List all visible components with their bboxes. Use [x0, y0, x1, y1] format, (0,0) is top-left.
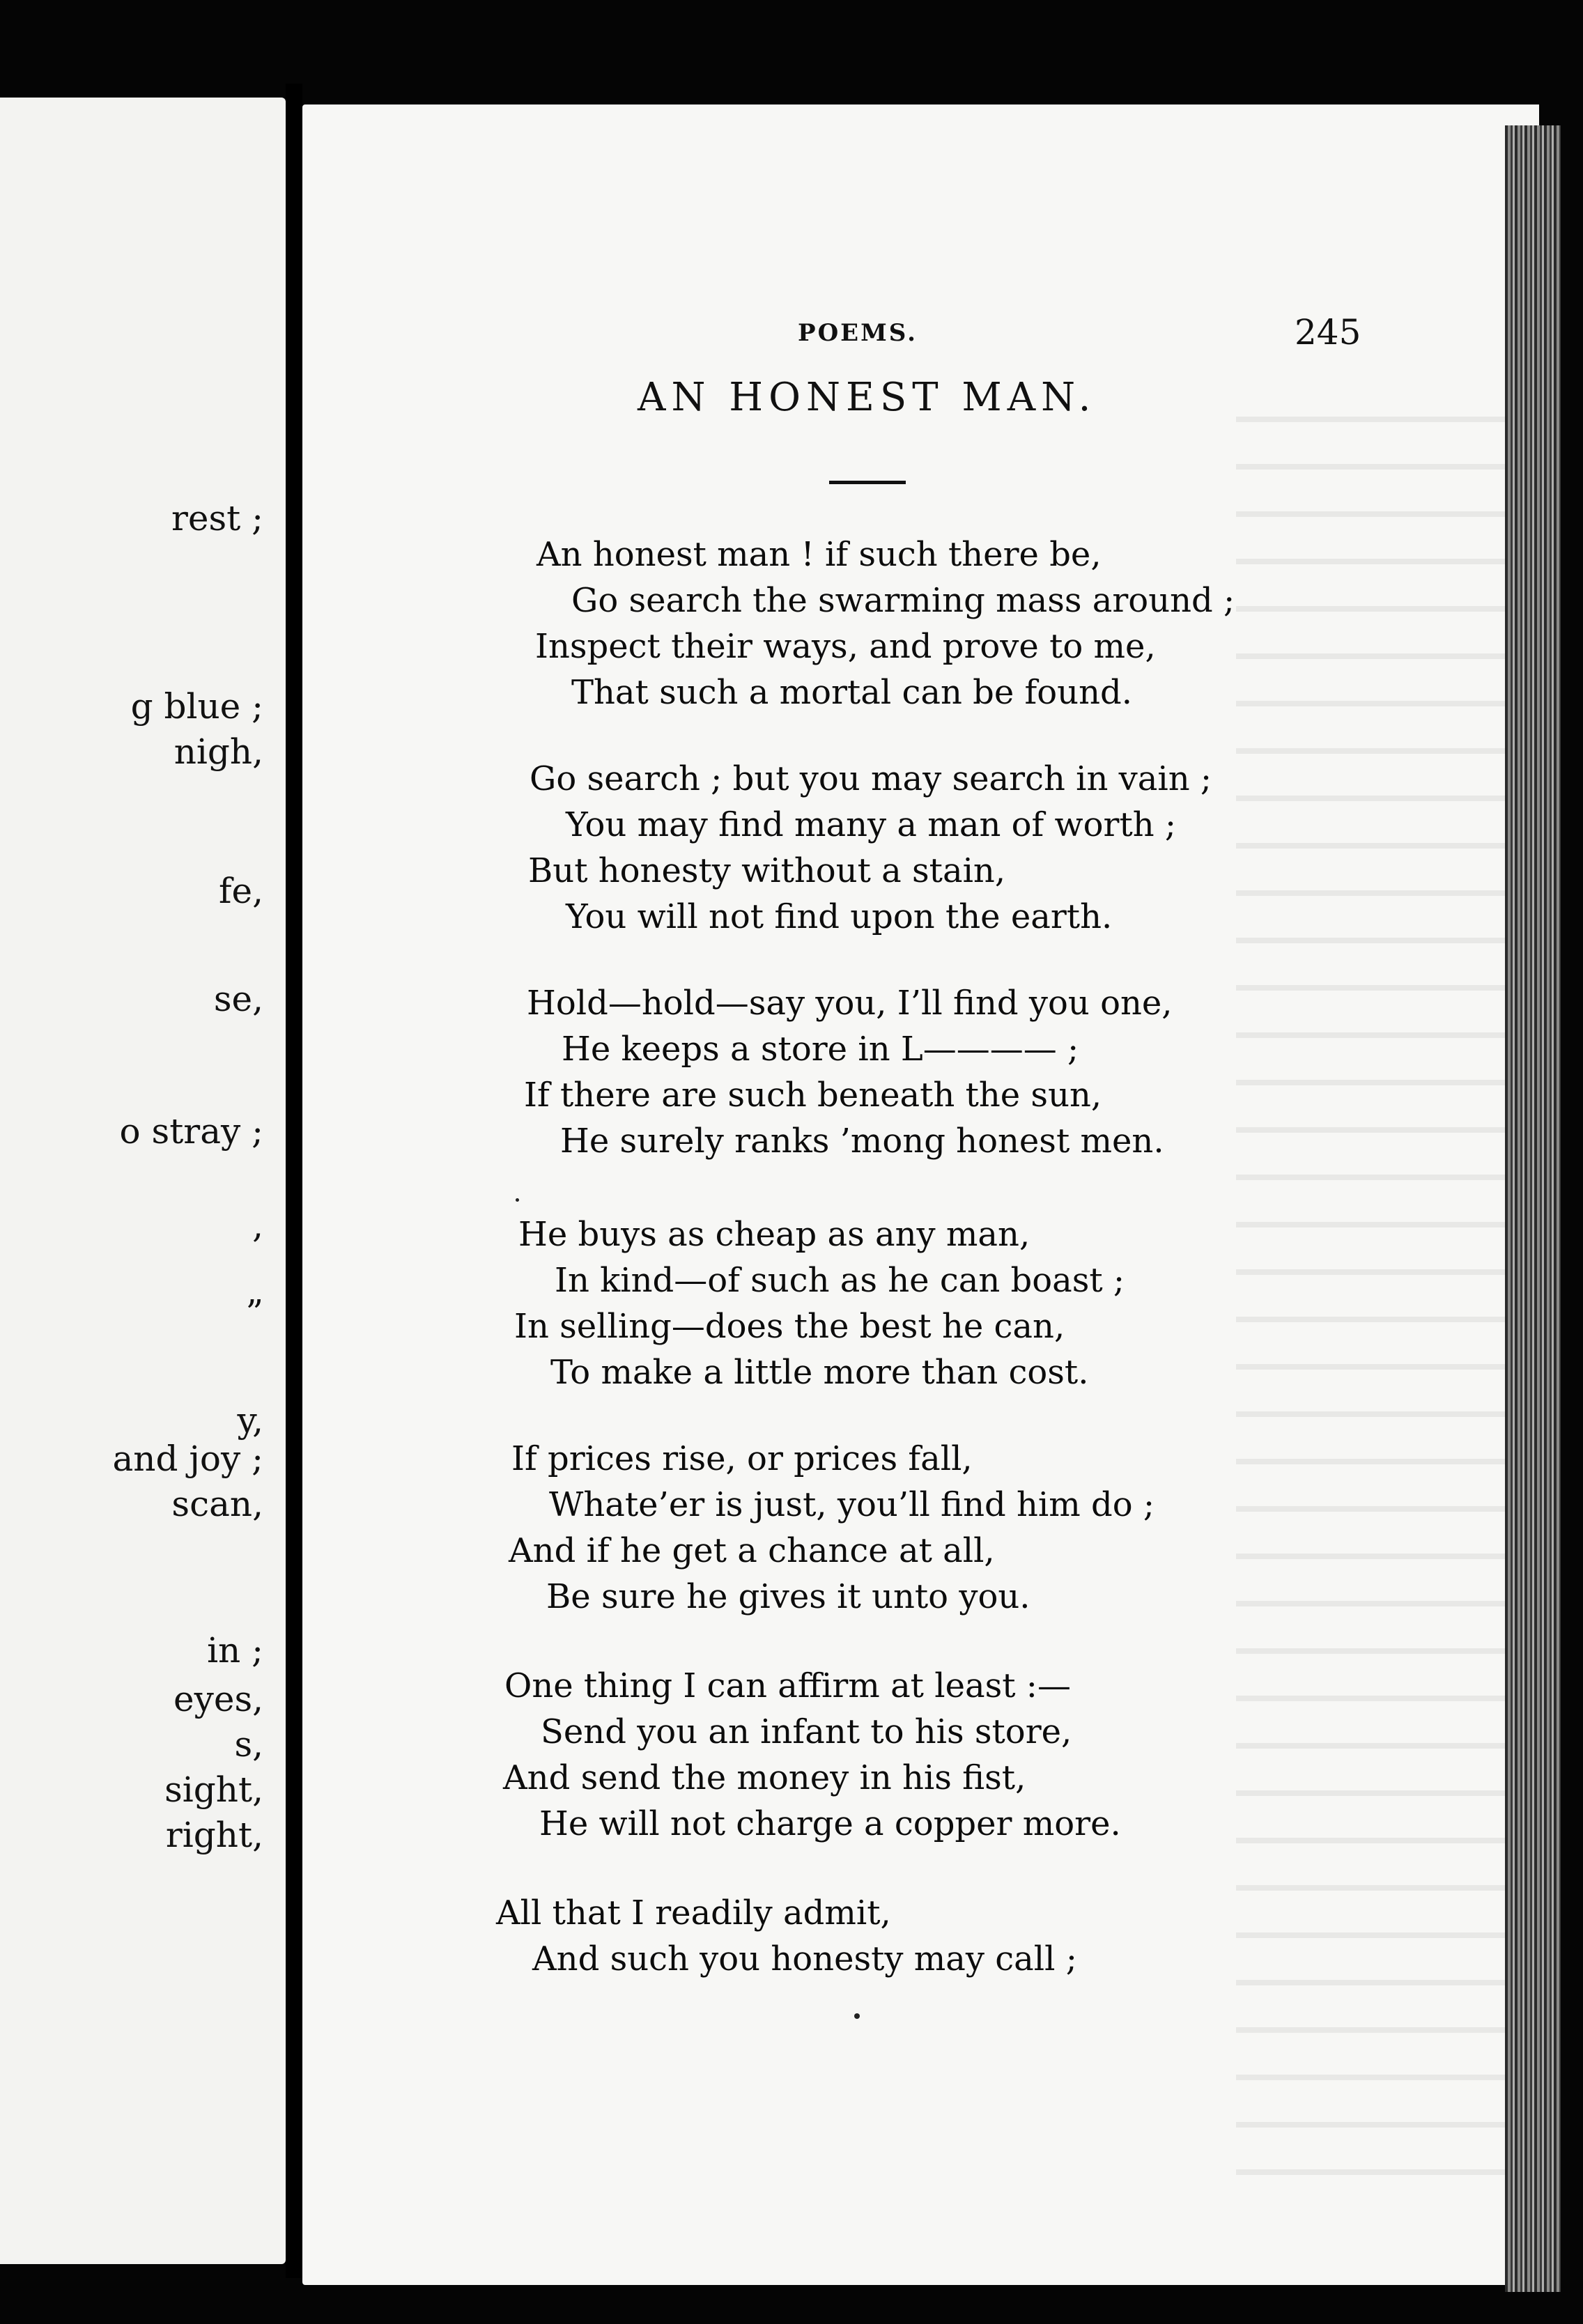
bleed-through-text — [1236, 383, 1529, 2194]
verse-line: Inspect their ways, and prove to me, — [535, 627, 1156, 666]
left-page-fragment: s, — [234, 1724, 263, 1765]
left-page-fragment: scan, — [171, 1484, 263, 1524]
verse-line: And such you honesty may call ; — [532, 1939, 1077, 1978]
left-page-fragment: rest ; — [171, 498, 263, 539]
verse-line: All that I readily admit, — [496, 1893, 891, 1932]
verse-line: Whate’er is just, you’ll find him do ; — [549, 1485, 1155, 1524]
left-page-fragment: o stray ; — [119, 1111, 263, 1152]
verse-line: One thing I can affirm at least :— — [504, 1666, 1071, 1705]
left-page-fragment: right, — [165, 1815, 263, 1855]
verse-line: Hold—hold—say you, I’ll find you one, — [527, 984, 1173, 1023]
print-speck — [516, 1198, 519, 1202]
page-edges — [1505, 125, 1561, 2292]
verse-line: He surely ranks ’mong honest men. — [560, 1122, 1164, 1161]
left-page-fragment: ” — [245, 1292, 263, 1333]
left-page-fragment: , — [252, 1205, 263, 1246]
left-page-fragment: g blue ; — [130, 686, 263, 727]
verse-line: Be sure he gives it unto you. — [546, 1577, 1030, 1616]
left-page-fragment: in ; — [207, 1630, 263, 1671]
left-page-fragment: sight, — [164, 1769, 263, 1810]
verse-line: He buys as cheap as any man, — [518, 1215, 1030, 1254]
verse-line: In kind—of such as he can boast ; — [555, 1261, 1125, 1300]
verse-line: He keeps a store in L———— ; — [562, 1030, 1079, 1069]
verse-line: If prices rise, or prices fall, — [511, 1439, 973, 1478]
left-page-fragment: fe, — [219, 871, 263, 911]
print-speck — [854, 2013, 860, 2019]
verse-line: And send the money in his fist, — [503, 1758, 1026, 1797]
verse-line: An honest man ! if such there be, — [536, 535, 1102, 574]
verse-line: But honesty without a stain, — [528, 851, 1006, 890]
verse-line: And if he get a chance at all, — [509, 1531, 995, 1570]
left-page-fragment: y, — [237, 1400, 263, 1441]
poem-title: AN HONEST MAN. — [638, 375, 1097, 420]
verse-line: Go search ; but you may search in vain ; — [530, 759, 1212, 798]
verse-line: You will not find upon the earth. — [566, 897, 1113, 936]
left-facing-page — [0, 98, 286, 2264]
verse-line: He will not charge a copper more. — [539, 1804, 1121, 1843]
verse-line: Send you an infant to his store, — [541, 1712, 1072, 1751]
verse-line: Go search the swarming mass around ; — [571, 581, 1235, 620]
verse-line: You may find many a man of worth ; — [566, 805, 1177, 844]
verse-line: To make a little more than cost. — [550, 1353, 1089, 1392]
left-page-fragment: nigh, — [173, 731, 263, 772]
verse-line: That such a mortal can be found. — [571, 673, 1132, 712]
verse-line: In selling—does the best he can, — [514, 1307, 1065, 1346]
left-page-fragment: and joy ; — [112, 1439, 263, 1479]
left-page-fragment: se, — [213, 979, 263, 1019]
title-rule — [829, 481, 906, 484]
book-gutter — [286, 84, 302, 2278]
running-head: POEMS. — [798, 319, 918, 347]
verse-line: If there are such beneath the sun, — [524, 1076, 1102, 1115]
page-number: 245 — [1295, 312, 1361, 353]
left-page-fragment: eyes, — [173, 1679, 263, 1719]
